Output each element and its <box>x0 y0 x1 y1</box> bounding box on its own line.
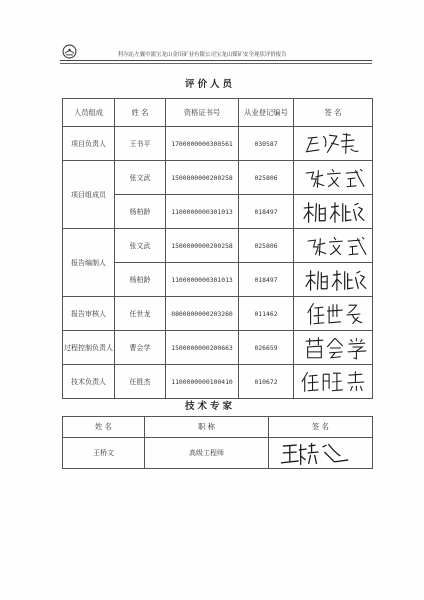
role-cell: 报告编制人 <box>63 229 115 297</box>
cert-cell: 1100000000301013 <box>166 195 239 229</box>
name-cell: 杨柏龄 <box>115 263 166 297</box>
handwritten-signature-yang-boling <box>294 195 372 228</box>
cert-cell: 1100000000301013 <box>166 263 239 297</box>
header-signature: 签 名 <box>294 99 373 127</box>
reg-cell: 010672 <box>239 365 294 399</box>
header-name: 姓 名 <box>63 417 145 438</box>
name-cell: 张文武 <box>115 229 166 263</box>
handwritten-signature-cao-huixue <box>294 331 372 364</box>
handwritten-signature-zhang-wenwu <box>294 229 372 262</box>
header-rule-thin <box>60 63 372 64</box>
signature-cell <box>294 161 373 195</box>
cert-cell: 1500000000200258 <box>166 161 239 195</box>
handwritten-signature-wang-shuping <box>294 127 372 160</box>
header-title: 职 称 <box>145 417 269 438</box>
table-row <box>63 438 373 469</box>
handwritten-signature-ren-shengjie <box>294 365 372 398</box>
signature-cell <box>294 331 373 365</box>
signature-cell <box>294 195 373 229</box>
reg-cell: 011462 <box>239 297 294 331</box>
signature-cell <box>294 297 373 331</box>
reg-cell: 025806 <box>239 161 294 195</box>
section-title-experts: 技术专家 <box>184 401 235 412</box>
expert-table <box>62 416 373 469</box>
name-cell: 杨柏龄 <box>115 195 166 229</box>
role-cell: 技术负责人 <box>63 365 115 399</box>
reg-cell: 018497 <box>239 195 294 229</box>
cert-cell: 0800000000203260 <box>166 297 239 331</box>
header-reg: 从业登记编号 <box>239 99 294 127</box>
reg-cell: 030587 <box>239 127 294 161</box>
handwritten-signature-yang-boling <box>294 263 372 296</box>
handwritten-signature-wang-qiaowen <box>269 438 372 468</box>
header-name: 姓 名 <box>115 99 166 127</box>
table-row <box>63 365 373 399</box>
role-cell: 项目组成员 <box>63 161 115 229</box>
report-header-title: 科尔沁左翼中旗宝龙山金田矿业有限公司宝龙山煤矿安全现状评价报告 <box>118 52 287 58</box>
cert-cell: 1100000000100410 <box>166 365 239 399</box>
header-rule <box>60 60 372 61</box>
title-cell: 高级工程师 <box>145 438 269 469</box>
table-row <box>63 161 373 195</box>
reg-cell: 025806 <box>239 229 294 263</box>
name-cell: 张文武 <box>115 161 166 195</box>
name-cell: 曹会学 <box>115 331 166 365</box>
cert-cell: 1500000000200258 <box>166 229 239 263</box>
header-signature: 签 名 <box>269 417 373 438</box>
table-row <box>63 297 373 331</box>
signature-cell <box>294 127 373 161</box>
role-cell: 项目负责人 <box>63 127 115 161</box>
signature-cell <box>294 263 373 297</box>
signature-cell <box>269 438 373 469</box>
table-row <box>63 229 373 263</box>
name-cell: 任世龙 <box>115 297 166 331</box>
name-cell: 任胜杰 <box>115 365 166 399</box>
company-logo-icon <box>62 44 77 59</box>
role-cell: 过程控制负责人 <box>63 331 115 365</box>
header-role: 人员组成 <box>63 99 115 127</box>
reg-cell: 026659 <box>239 331 294 365</box>
evaluator-table-header-row <box>63 99 373 127</box>
signature-cell <box>294 229 373 263</box>
name-cell: 王书平 <box>115 127 166 161</box>
cert-cell: 1700000000300561 <box>166 127 239 161</box>
table-row <box>63 127 373 161</box>
name-cell: 王桥文 <box>63 438 145 469</box>
handwritten-signature-zhang-wenwu <box>294 161 372 194</box>
evaluator-table <box>62 98 373 399</box>
table-row <box>63 331 373 365</box>
section-title-evaluators: 评价人员 <box>184 79 235 90</box>
cert-cell: 1500000000200663 <box>166 331 239 365</box>
signature-cell <box>294 365 373 399</box>
reg-cell: 018497 <box>239 263 294 297</box>
handwritten-signature-ren-shilong <box>294 297 372 330</box>
role-cell: 报告审核人 <box>63 297 115 331</box>
header-cert: 资格证书号 <box>166 99 239 127</box>
expert-table-header-row <box>63 417 373 438</box>
